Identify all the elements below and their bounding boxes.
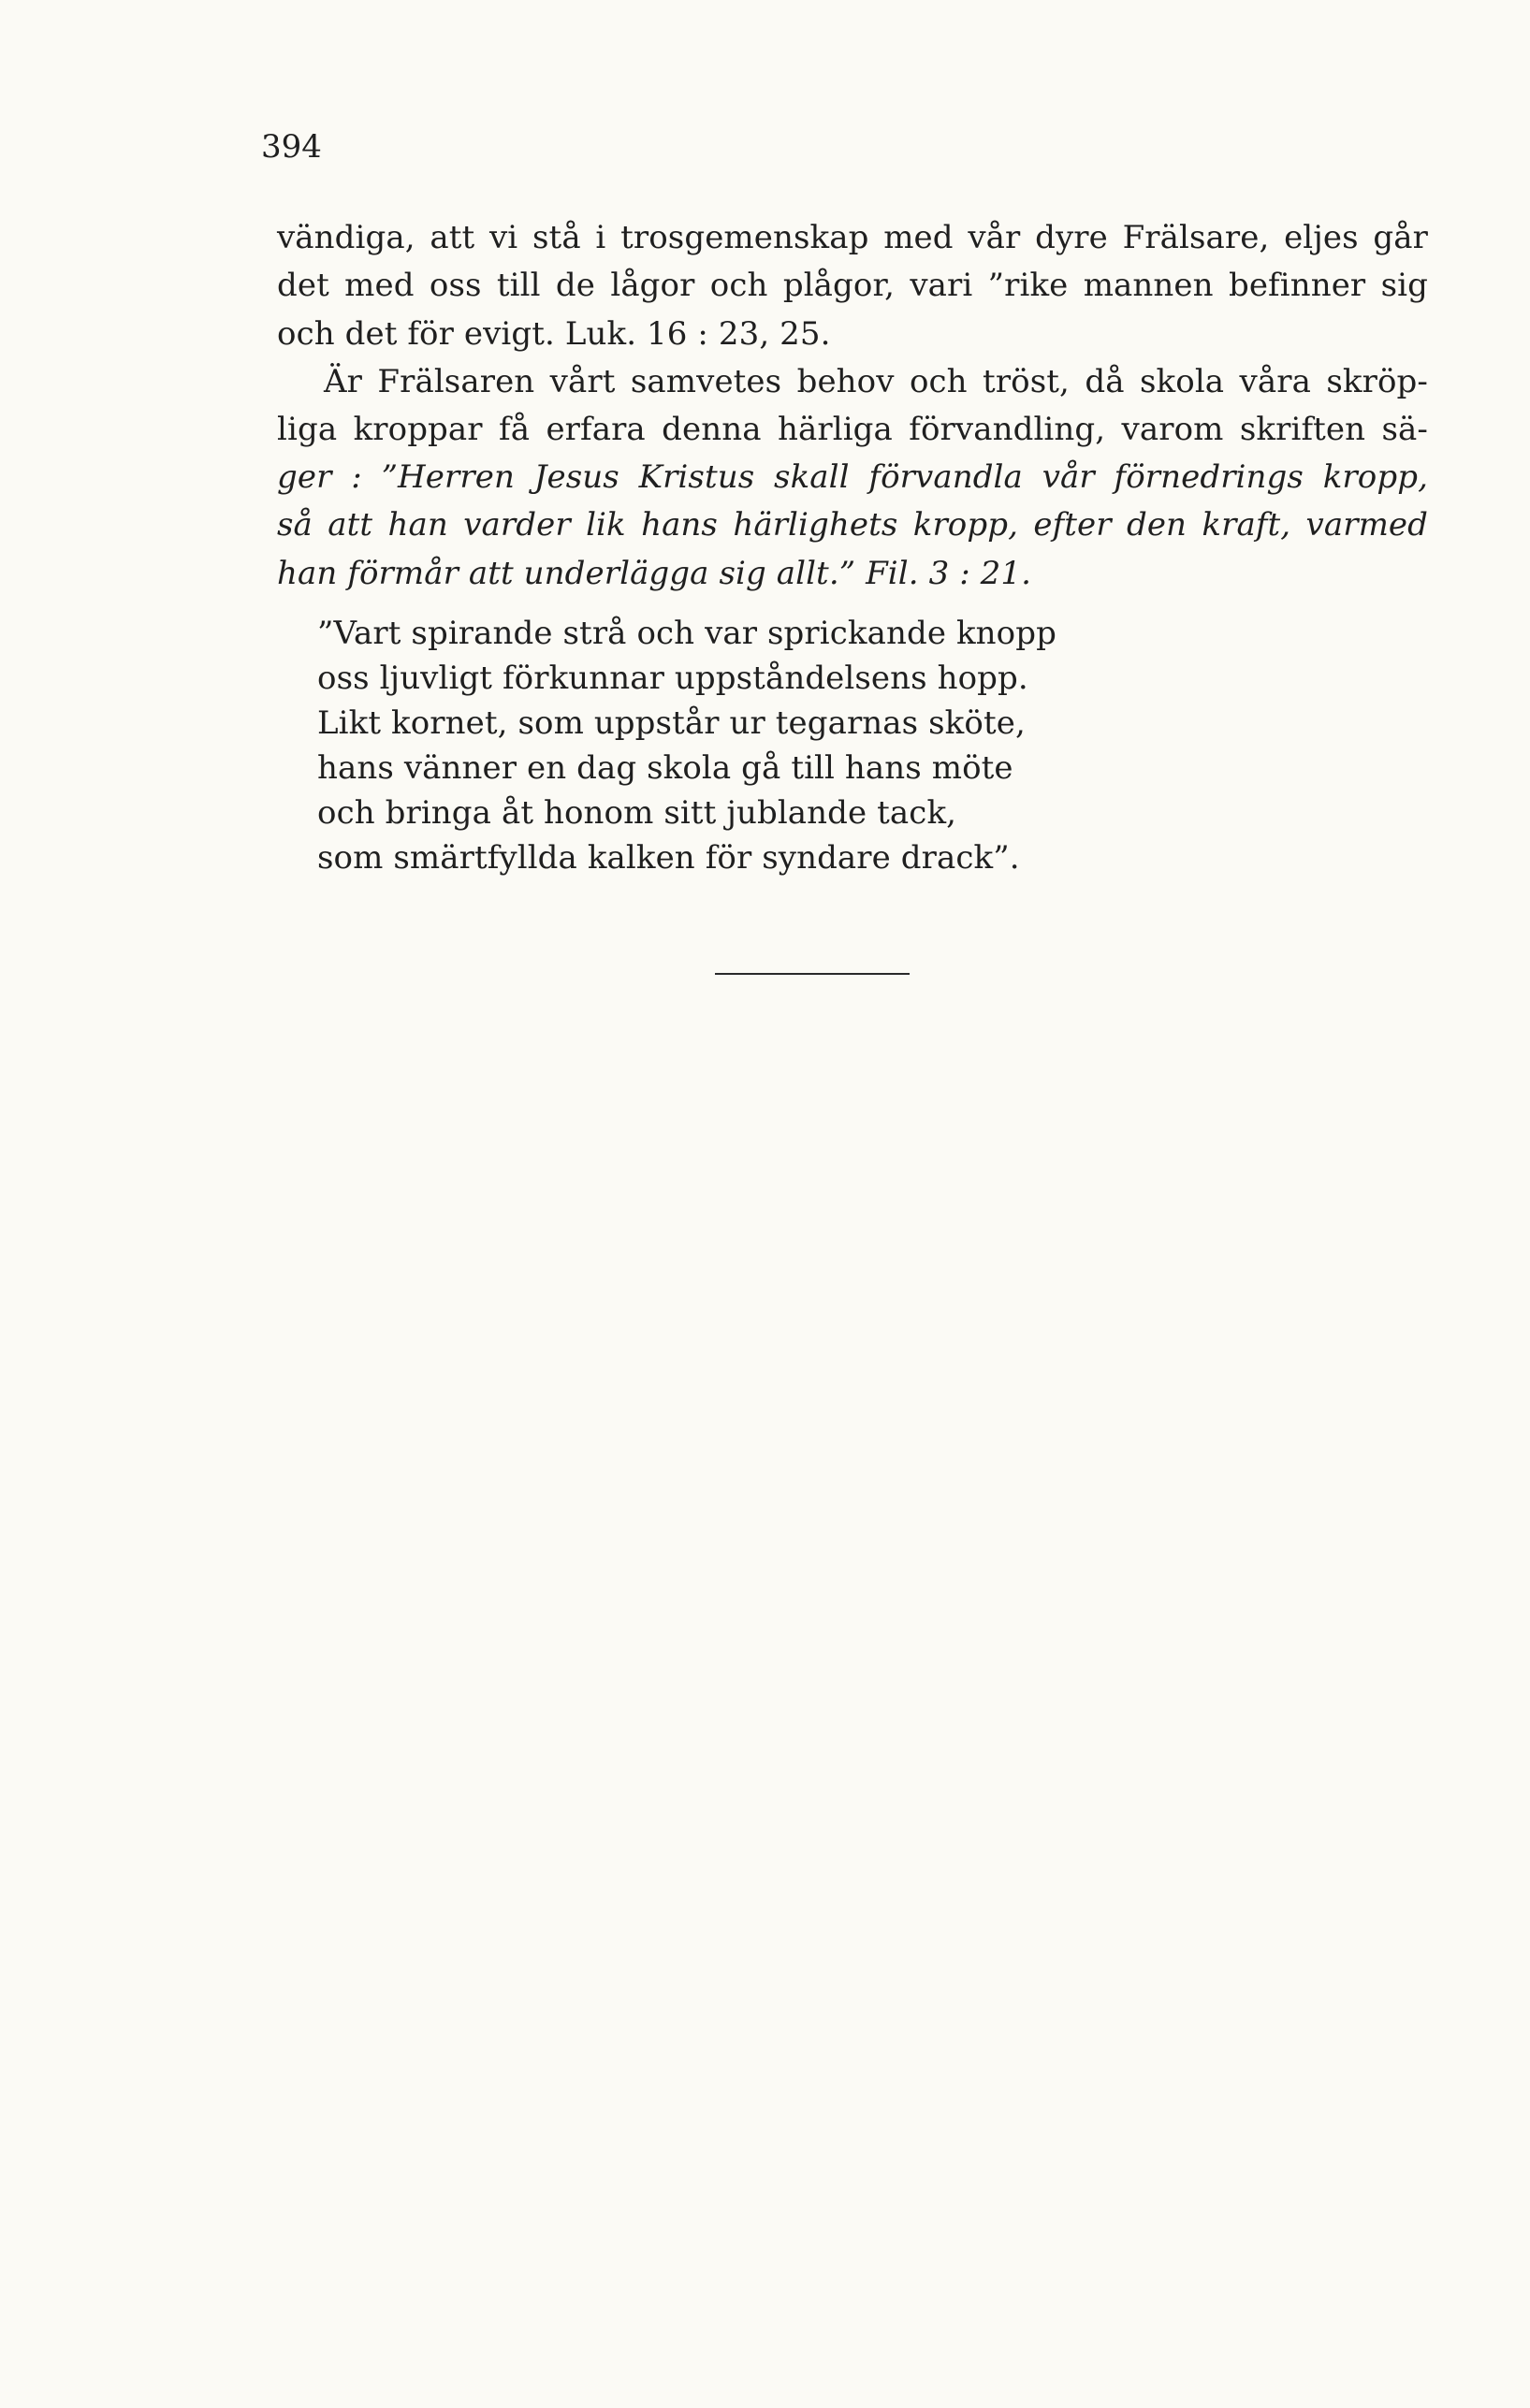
poem-line: som smärtfyllda kalken för syndare drack”.: [317, 839, 1020, 877]
section-divider: [715, 973, 910, 975]
prose-line: så att han varder lik hans härlighets kropp, efter den kraft, varmed: [277, 506, 1428, 544]
poem-line: Likt kornet, som uppstår ur tegarnas sköte,: [317, 704, 1026, 742]
page-number: 394: [261, 128, 322, 166]
prose-line: han förmår att underlägga sig allt.” Fil. 3 : 21.: [277, 555, 1032, 592]
poem-line: oss ljuvligt förkunnar uppståndelsens hopp.: [317, 660, 1028, 697]
prose-line: Är Frälsaren vårt samvetes behov och tröst, då skola våra skröp-: [324, 363, 1428, 400]
prose-line: det med oss till de lågor och plågor, vari ”rike mannen befinner sig: [277, 267, 1428, 304]
poem-line: ”Vart spirande strå och var sprickande knopp: [317, 615, 1056, 652]
prose-line: ger : ”Herren Jesus Kristus skall förvandla vår förnedrings kropp,: [277, 458, 1428, 496]
prose-line: och det för evigt. Luk. 16 : 23, 25.: [277, 315, 831, 353]
poem-line: och bringa åt honom sitt jublande tack,: [317, 794, 957, 832]
poem-line: hans vänner en dag skola gå till hans möte: [317, 749, 1013, 787]
prose-line: vändiga, att vi stå i trosgemenskap med vår dyre Frälsare, eljes går: [277, 219, 1428, 256]
prose-line: liga kroppar få erfara denna härliga förvandling, varom skriften sä-: [277, 411, 1428, 448]
